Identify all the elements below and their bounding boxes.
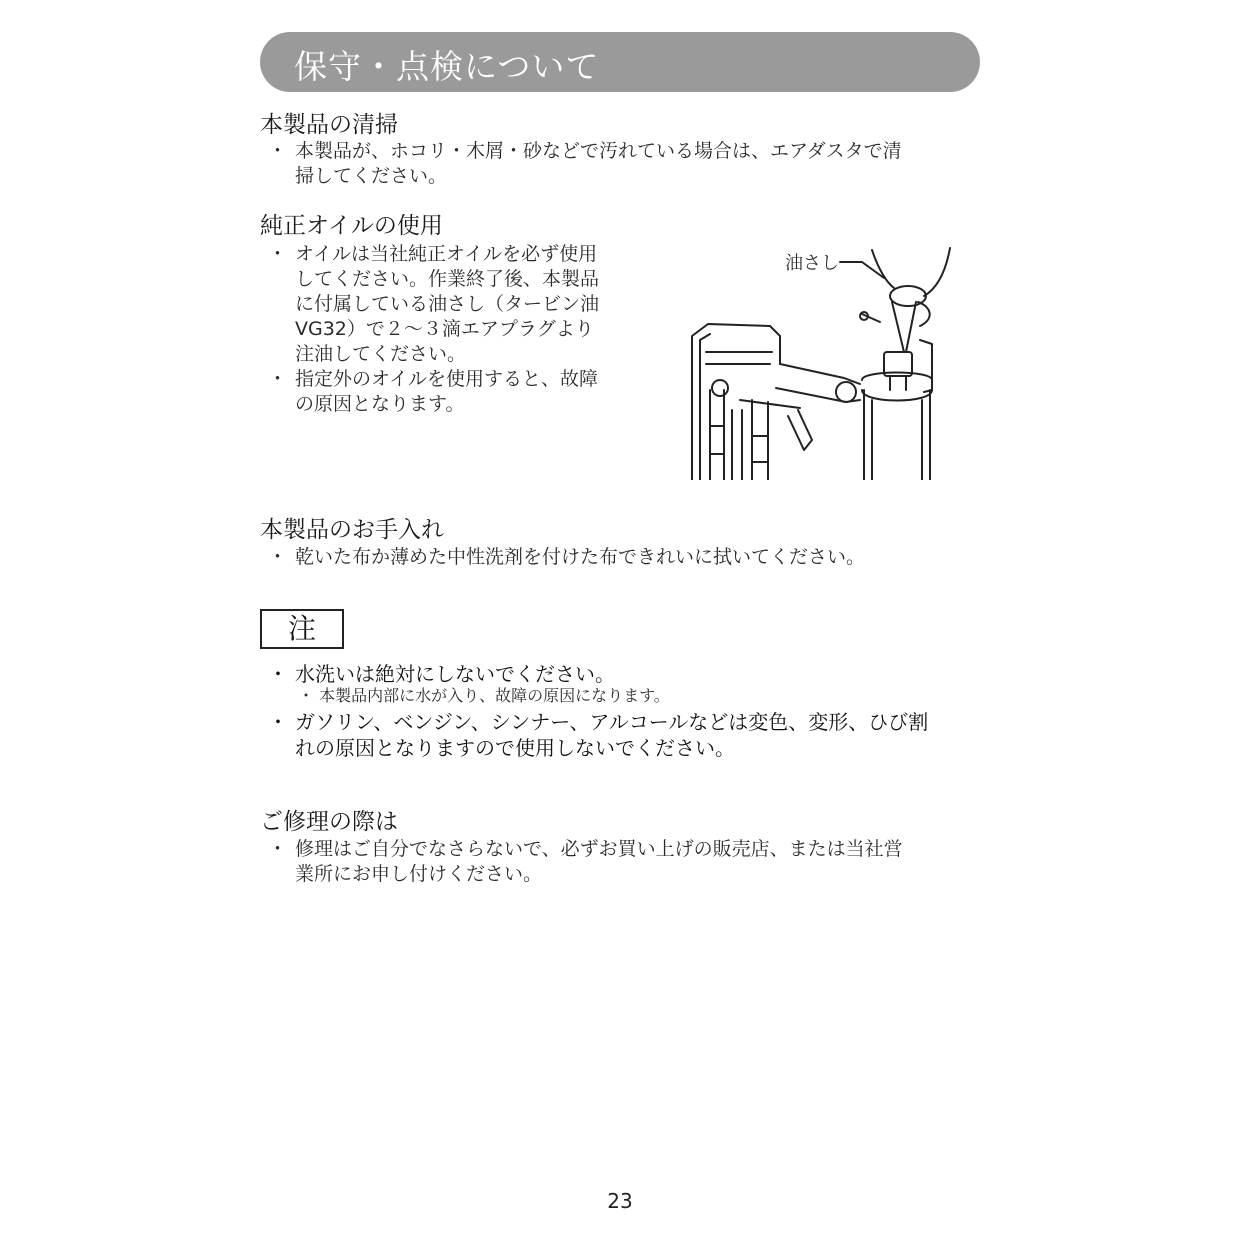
text-line: 乾いた布か薄めた中性洗剤を付けた布できれいに拭いてください。 bbox=[295, 546, 866, 568]
section-heading-cleaning: 本製品の清掃 bbox=[260, 112, 398, 138]
air-plug-neck bbox=[890, 376, 906, 390]
list-item-cleaning bbox=[268, 139, 902, 189]
grip-body-inner bbox=[872, 400, 922, 480]
tool-housing bbox=[692, 324, 780, 480]
bullet: ・ bbox=[268, 710, 288, 734]
item-text: 水洗いは絶対にしないでください。 bbox=[295, 662, 615, 686]
item-text bbox=[268, 837, 903, 887]
page-title: 保守・点検について bbox=[294, 47, 600, 86]
text-line: VG32）で２～３滴エアプラグより bbox=[295, 318, 594, 340]
note-label-box: 注 bbox=[260, 609, 344, 649]
bullet: ・ bbox=[268, 368, 288, 390]
item-text bbox=[268, 709, 928, 761]
tool-arm bbox=[776, 388, 860, 402]
note-item-1 bbox=[268, 661, 615, 687]
hand-outline bbox=[924, 248, 950, 296]
grip-body bbox=[864, 390, 930, 480]
item-text bbox=[268, 242, 599, 367]
oiler-nozzle bbox=[906, 302, 916, 352]
text-line: ガソリン、ベンジン、シンナー、アルコールなどは変色、変形、ひび割 bbox=[295, 710, 929, 734]
note-item-2 bbox=[268, 709, 928, 761]
tool-rail bbox=[740, 400, 800, 408]
bullet: ・ bbox=[268, 662, 288, 686]
text-line: オイルは当社純正オイルを必ず使用 bbox=[295, 243, 598, 265]
item-text bbox=[268, 139, 902, 189]
tool-housing-rib bbox=[706, 352, 772, 364]
tool-arm bbox=[780, 364, 860, 384]
bullet: ・ bbox=[268, 546, 288, 568]
bullet: ・ bbox=[268, 838, 288, 860]
list-item-care bbox=[268, 545, 865, 570]
oiler-label: 油さし bbox=[785, 253, 839, 274]
text-line: に付属している油さし（タービン油 bbox=[295, 293, 600, 315]
magazine-inner bbox=[732, 410, 742, 480]
text-line: 本製品が、ホコリ・木屑・砂などで汚れている場合は、エアダスタで清 bbox=[295, 140, 902, 162]
bullet: ・ bbox=[268, 140, 288, 162]
text-line: 業所にお申し付けください。 bbox=[295, 863, 543, 885]
oiler-nozzle bbox=[892, 302, 904, 352]
text-line: してください。作業終了後、本製品 bbox=[295, 268, 600, 290]
text-line: 指定外のオイルを使用すると、故障 bbox=[295, 368, 599, 390]
list-item-oil-1 bbox=[268, 242, 599, 367]
tool-housing-inner bbox=[700, 334, 710, 480]
text-line: 注油してください。 bbox=[295, 343, 467, 365]
tool-pivot bbox=[836, 382, 856, 402]
tool-screw bbox=[712, 380, 728, 396]
plug-cap-strap bbox=[920, 340, 932, 392]
list-item-repair bbox=[268, 837, 903, 887]
hand-outline bbox=[872, 250, 894, 288]
text-line: 修理はご自分でなさらないで、必ずお買い上げの販売店、または当社営 bbox=[295, 838, 903, 860]
oiling-illustration bbox=[680, 240, 980, 480]
note-sub-item: ・ 本製品内部に水が入り、故障の原因になります。 bbox=[298, 686, 670, 705]
text-line: 掃してください。 bbox=[295, 165, 448, 187]
section-heading-oil: 純正オイルの使用 bbox=[260, 213, 443, 239]
text-line: れの原因となりますので使用しないでください。 bbox=[295, 736, 735, 760]
section-heading-care: 本製品のお手入れ bbox=[260, 517, 444, 543]
trigger bbox=[788, 410, 812, 450]
oiler-ring bbox=[918, 302, 930, 326]
item-text bbox=[268, 545, 865, 570]
magazine-cross bbox=[710, 426, 768, 462]
page-number: 23 bbox=[607, 1189, 633, 1213]
text-line: の原因となります。 bbox=[295, 393, 465, 415]
section-heading-repair: ご修理の際は bbox=[260, 809, 398, 835]
bullet: ・ bbox=[268, 243, 288, 265]
item-text bbox=[268, 367, 598, 417]
list-item-oil-2 bbox=[268, 367, 598, 417]
grip-rim bbox=[862, 390, 932, 401]
page-title-banner bbox=[260, 32, 980, 92]
